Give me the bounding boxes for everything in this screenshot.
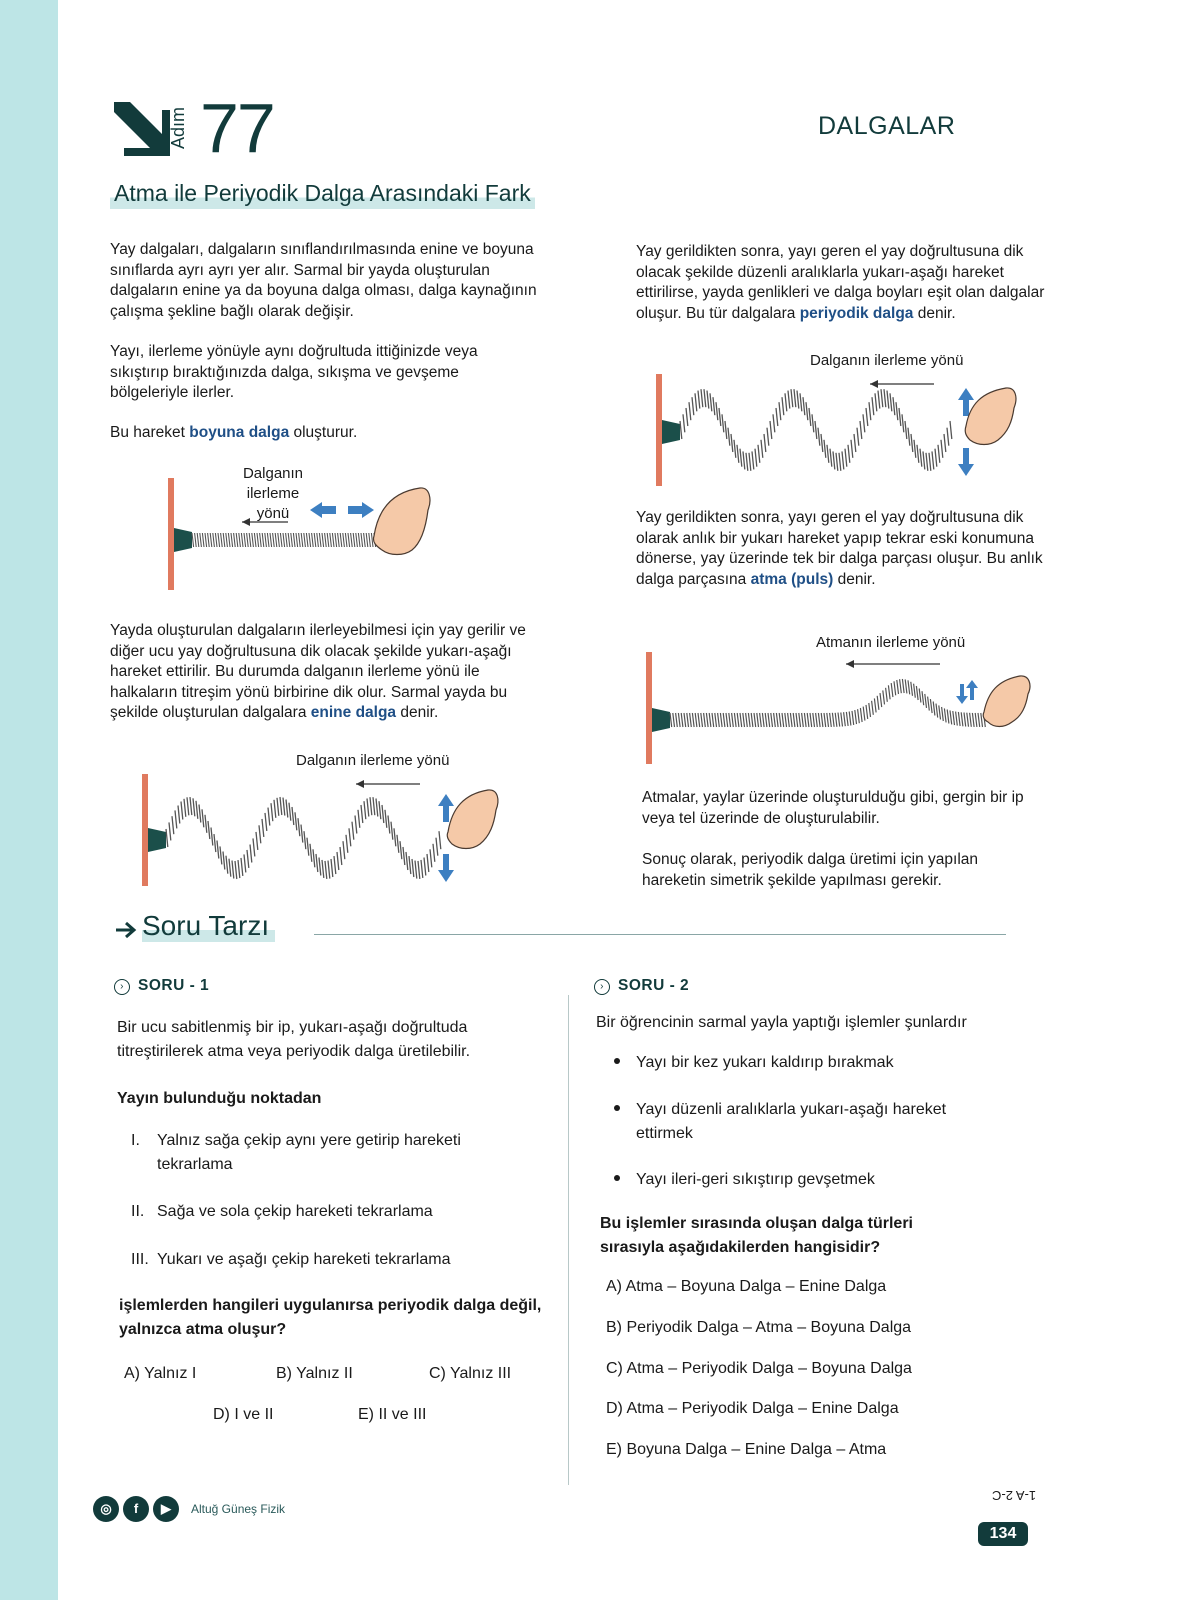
soru-2-option-d[interactable]: D) Atma – Periyodik Dalga – Enine Dalga — [606, 1400, 899, 1417]
soru-2-option-e[interactable]: E) Boyuna Dalga – Enine Dalga – Atma — [606, 1441, 887, 1458]
term-atma-puls: atma (puls) — [750, 570, 834, 588]
youtube-icon[interactable]: ▶ — [153, 1496, 179, 1522]
soru-2-bullet-1: Yayı bir kez yukarı kaldırıp bırakmak — [614, 1051, 1034, 1075]
column-divider — [568, 995, 569, 1485]
soru-tarzi-title: Soru Tarzı — [142, 910, 275, 942]
soru-2-question: Bu işlemler sırasında oluşan dalga türleri sırasıyla aşağıdakilerden hangisidir? — [600, 1215, 913, 1256]
transverse-wave-figure-left — [130, 770, 510, 895]
term-enine-dalga: enine dalga — [310, 704, 397, 721]
right-paragraph-1: Yay gerildikten sonra, yayı geren el yay doğrultusuna dik olacak şekilde düzenli aralıklarla yukarı-aşağı hareket ettirilirse, yayda genlikleri ve dalga boyları eşit olan dalgalar oluşur. Bu tür dalgalara periyodik dalga denir. — [636, 243, 1045, 322]
soru-2-bullet-3: Yayı ileri-geri sıkıştırıp gevşetmek — [614, 1168, 1034, 1192]
soru-2-label: › SORU - 2 — [594, 977, 689, 995]
fig3-caption: Dalganın ilerleme yönü — [810, 352, 964, 369]
hand-icon — [447, 790, 498, 849]
section-divider — [314, 934, 1006, 935]
step-arrow-icon — [110, 98, 172, 158]
left-paragraph-2: Yayı, ilerleme yönüyle aynı doğrultuda ittiğinizde veya sıkıştırıp bıraktığınızda dalga, sıkışma ve gevşeme bölgeleriyle ilerler. — [110, 343, 478, 401]
left-paragraph-1: Yay dalgaları, dalgaların sınıflandırılmasında enine ve boyuna sınıflarda ayrı ayrı yer alır. Sarmal bir yayda oluşturulan dalgaların enine ya da boyuna dalga olması, dalga kaynağının çalışma şekline bağlı olarak değişir. — [110, 241, 537, 320]
up-down-small-arrows-icon — [956, 680, 978, 704]
soru-1-label: › SORU - 1 — [114, 977, 209, 995]
soru-1-option-c[interactable]: C) Yalnız III — [429, 1365, 512, 1382]
chevron-right-circle-icon: › — [594, 979, 610, 995]
left-paragraph-4: Yayda oluşturulan dalgaların ilerleyebilmesi için yay gerilir ve diğer ucu yay doğrultusuna dik olacak şekilde yukarı-aşağı hareket ettirilir. Bu durumda dalganın ilerleme yönü ile halkaların titreşim yönü birbirine dik olur. Sarmal yayda bu şekilde oluşturulan dalgalara enine dalga denir. — [110, 622, 526, 721]
fig2-caption: Dalganın ilerleme yönü — [296, 752, 450, 769]
hand-icon — [965, 388, 1016, 445]
soru-1-stem: Yayın bulunduğu noktadan — [117, 1090, 322, 1107]
step-number: 77 — [200, 89, 274, 167]
soru-2-option-c[interactable]: C) Atma – Periyodik Dalga – Boyuna Dalga — [606, 1360, 912, 1377]
arrow-right-icon — [114, 920, 138, 940]
soru-1-option-e[interactable]: E) II ve III — [358, 1406, 427, 1423]
longitudinal-wave-figure — [160, 470, 450, 600]
soru-1-intro: Bir ucu sabitlenmiş bir ip, yukarı-aşağı doğrultuda titreştirilerek atma veya periyodik dalga üretilebilir. — [117, 1019, 471, 1060]
pulse-spring — [670, 679, 985, 727]
unit-title: DALGALAR — [818, 112, 956, 140]
soru-1-item-3: III. Yukarı ve aşağı çekip hareketi tekrarlama — [131, 1251, 451, 1268]
bullet-icon — [614, 1175, 620, 1181]
hand-icon — [983, 676, 1030, 727]
answer-key: 1-A 2-C — [992, 1488, 1037, 1503]
topic-title: Atma ile Periyodik Dalga Arasındaki Fark — [110, 180, 535, 209]
fig4-caption: Atmanın ilerleme yönü — [816, 634, 966, 651]
soru-2-intro: Bir öğrencinin sarmal yayla yaptığı işlemler şunlardır — [596, 1014, 967, 1031]
soru-1-question: işlemlerden hangileri uygulanırsa periyodik dalga değil, yalnızca atma oluşur? — [119, 1297, 542, 1338]
compressed-spring — [192, 533, 378, 547]
left-paragraph-3: Bu hareket boyuna dalga oluşturur. — [110, 424, 358, 441]
bullet-icon — [614, 1058, 620, 1064]
soru-1-option-d[interactable]: D) I ve II — [213, 1406, 274, 1423]
soru-1-option-b[interactable]: B) Yalnız II — [276, 1365, 353, 1382]
term-periyodik-dalga: periyodik dalga — [799, 304, 914, 322]
instagram-icon[interactable]: ◎ — [93, 1496, 119, 1522]
page-number: 134 — [978, 1522, 1028, 1546]
step-label: Adım — [168, 107, 188, 150]
facebook-icon[interactable]: f — [123, 1496, 149, 1522]
right-paragraph-3: Atmalar, yaylar üzerinde oluşturulduğu gibi, gergin bir ip veya tel üzerinde de oluşturulabilir. — [642, 789, 1024, 827]
hand-icon — [373, 488, 429, 555]
soru-2-option-a[interactable]: A) Atma – Boyuna Dalga – Enine Dalga — [606, 1278, 887, 1295]
soru-2-bullet-2: Yayı düzenli aralıklarla yukarı-aşağı hareket ettirmek — [614, 1098, 956, 1146]
left-sidebar-stripe — [0, 0, 58, 1600]
transverse-spring — [166, 797, 441, 879]
fig1-caption: Dalganın ilerleme yönü — [242, 465, 304, 522]
pulse-wave-figure — [640, 650, 1040, 770]
wall — [168, 478, 174, 590]
brand-name: Altuğ Güneş Fizik — [191, 1502, 286, 1516]
chevron-right-circle-icon: › — [114, 979, 130, 995]
soru-1-option-a[interactable]: A) Yalnız I — [124, 1365, 197, 1382]
soru-2-option-b[interactable]: B) Periyodik Dalga – Atma – Boyuna Dalga — [606, 1319, 912, 1336]
periodic-wave-figure — [644, 370, 1024, 495]
periodic-spring — [680, 389, 952, 471]
left-right-arrows-icon — [310, 502, 374, 518]
bullet-icon — [614, 1105, 620, 1111]
term-boyuna-dalga: boyuna dalga — [189, 424, 290, 441]
right-paragraph-2: Yay gerildikten sonra, yayı geren el yay doğrultusuna dik olarak anlık bir yukarı hareket yapıp tekrar eski konumuna dönerse, yay üzerinde tek bir dalga parçası oluşur. Bu anlık dalga parçasına atma (puls) denir. — [636, 509, 1043, 588]
soru-1-item-1: I. Yalnız sağa çekip aynı yere getirip hareketi tekrarlama — [131, 1132, 461, 1173]
soru-1-item-2: II. Sağa ve sola çekip hareketi tekrarlama — [131, 1203, 433, 1220]
right-paragraph-4: Sonuç olarak, periyodik dalga üretimi için yapılan hareketin simetrik şekilde yapılması gerekir. — [642, 851, 979, 889]
